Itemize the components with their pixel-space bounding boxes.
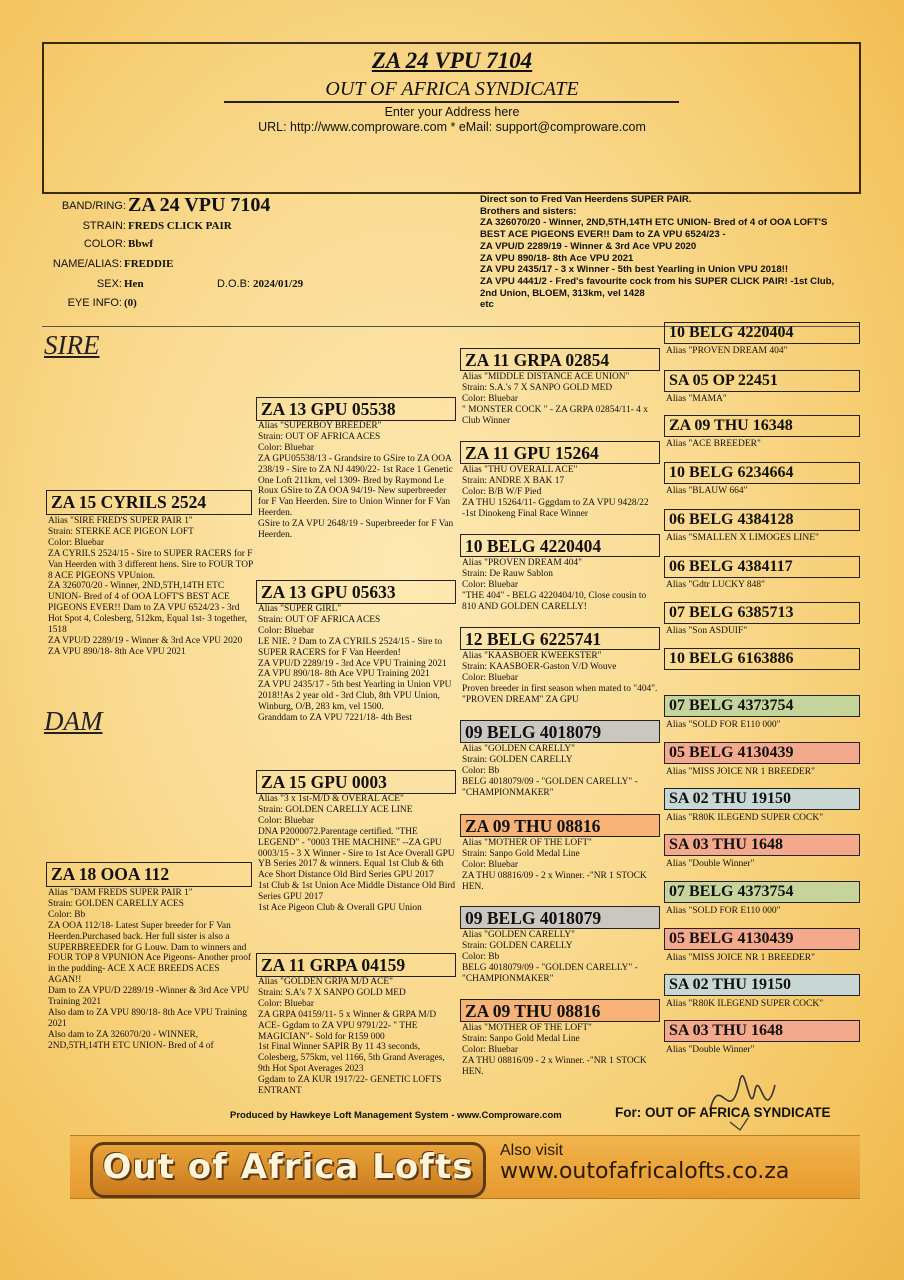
gen4-alias: Alias "MISS JOICE NR 1 BREEDER" (666, 953, 815, 963)
eye-value: (0) (124, 297, 137, 309)
gen4-alias: Alias "MISS JOICE NR 1 BREEDER" (666, 767, 815, 777)
note-line: ZA VPU 2435/17 - 3 x Winner - 5th best Yearling in Union VPU 2018!! (480, 264, 789, 276)
gen4-alias: Alias "SMALLEN X LIMOGES LINE" (666, 533, 819, 543)
dam-heading: DAM (44, 706, 103, 736)
gen4-alias: Alias "Double Winner" (666, 1045, 755, 1055)
sire-details: Alias "SIRE FRED'S SUPER PAIR 1" Strain: STERKE ACE PIGEON LOFT Color: Bluebar ZA CYRILS 2524/15 - Sire to SUPER RACERS for F Van Heerden with 3 different hens. Sire to FOUR TOP 8 ACE PIGEONS VPUnion. ZA 326070/20 - Winner, 2ND,5TH,14TH ETC UNION- Bred of 4 of OOA LOFT'S BEST ACE PIGEONS EVER!! Dam to ZA VPU 6524/23 - 3rd Hot Spot 4, Colesberg, 512km, Equal 1st- 3 together, 1518 ZA VPU/D 2289/19 - Winner & 3rd Ace VPU 2020 ZA VPU 890/18- 8th Ace VPU 2021 (48, 516, 253, 657)
gen4-band: 05 BELG 4130439 (664, 742, 860, 764)
lofts-logo-text: Out of Africa Lofts (102, 1147, 474, 1187)
for-syndicate: For: OUT OF AFRICA SYNDICATE (615, 1105, 831, 1120)
gen2-details: Alias "GOLDEN GRPA M/D ACE" Strain: S.A's 7 X SANPO GOLD MED Color: Bluebar ZA GRPA 04159/11- 5 x Winner & GRPA M/D ACE- Ggdam to ZA VPU 9791/22- " THE MAGICIAN"- Sold for R159 000 1st Final Winner SAPIR By 11 43 seconds, Colesberg, 575km, vel 1166, 5th Grand Averages, 9th Hot Spot Averages 2023 Ggdam to ZA KUR 1917/22- GENETIC LOFTS ENTRANT (258, 977, 445, 1097)
gen3-details: Alias "GOLDEN CARELLY" Strain: GOLDEN CARELLY Color: Bb BELG 4018079/09 - "GOLDEN CARELLY" - "CHAMPIONMAKER" (462, 744, 638, 798)
gen3-details: Alias "MOTHER OF THE LOFT" Strain: Sanpo Gold Medal Line Color: Bluebar ZA THU 08816/09 - 2 x Winner. -"NR 1 STOCK HEN. (462, 838, 647, 892)
website-link[interactable]: www.outofafricalofts.co.za (500, 1159, 790, 1184)
band-number: ZA 24 VPU 7104 (128, 194, 271, 216)
bird-notes (480, 194, 840, 311)
dob-value: 2024/01/29 (253, 278, 304, 290)
color-label: COLOR: (83, 238, 126, 250)
gen2-band: ZA 11 GRPA 04159 (256, 953, 456, 977)
eye-label: EYE INFO: (67, 297, 122, 309)
gen4-band: 07 BELG 6385713 (664, 602, 860, 624)
dam-band: ZA 18 OOA 112 (46, 862, 252, 887)
gen2-band: ZA 15 GPU 0003 (256, 770, 456, 794)
gen3-band: ZA 09 THU 08816 (460, 814, 660, 837)
gen4-alias: Alias "Son ASDUIF" (666, 626, 748, 636)
pedigree-title: ZA 24 VPU 7104 (371, 48, 533, 73)
sex-value: Hen (124, 278, 144, 290)
note-line: ZA VPU 890/18- 8th Ace VPU 2021 (480, 252, 634, 264)
gen3-band: 09 BELG 4018079 (460, 906, 660, 929)
gen4-band: 05 BELG 4130439 (664, 928, 860, 950)
gen2-band: ZA 13 GPU 05633 (256, 580, 456, 604)
gen4-band: 07 BELG 4373754 (664, 881, 860, 903)
gen2-details: Alias "3 x 1st-M/D & OVERAL ACE" Strain: GOLDEN CARELLY ACE LINE Color: Bluebar DNA P2000072.Parentage certified. "THE LEGEND" - "0003 THE MACHINE" --ZA GPU 0003/15 - 3 X Winner - Sire to 1st Ace Overall GPU YB Series 2017 & winners. Equal 1st Club & 6th Ace Short Distance Old Bird Series GPU 2017 1st Club & 1st Union Ace Middle Distance Old Bird Series GPU 2017 1st Ace Pigeon Club & Overall GPU Union (258, 794, 456, 914)
gen4-band: SA 03 THU 1648 (664, 834, 860, 856)
gen3-band: 10 BELG 4220404 (460, 534, 660, 557)
gen4-band: 07 BELG 4373754 (664, 695, 860, 717)
gen3-band: 09 BELG 4018079 (460, 720, 660, 743)
gen4-band: SA 02 THU 19150 (664, 788, 860, 810)
gen4-band: 06 BELG 4384117 (664, 556, 860, 578)
gen4-band: SA 05 OP 22451 (664, 370, 860, 392)
gen4-alias: Alias "Double Winner" (666, 859, 755, 869)
gen3-band: ZA 09 THU 08816 (460, 999, 660, 1022)
note-line: ZA 326070/20 - Winner, 2ND,5TH,14TH ETC UNION- Bred of 4 of OOA LOFT'S BEST ACE PIGEONS EVER!! Dam to ZA VPU 6524/23 - (480, 217, 828, 241)
gen4-band: 10 BELG 4220404 (664, 322, 860, 344)
url-line: URL: http://www.comproware.com * eMail: support@comproware.com (258, 120, 646, 134)
alias-value: FREDDIE (124, 258, 174, 270)
gen2-details: Alias "SUPER GIRL" Strain: OUT OF AFRICA ACES Color: Bluebar LE NIE. ? Dam to ZA CYRILS 2524/15 - Sire to SUPER RACERS for F Van Heerden! ZA VPU/D 2289/19 - 3rd Ace VPU Training 2021 ZA VPU 890/18- 8th Ace VPU Training 2021 ZA VPU 2435/17 - 5th best Yearling in Union VPU 2018!!As 2 year old - 3rd Club, 8th VPU Union, Winburg, O/B, 283 km, vel 1500. Granddam to ZA VPU 7221/18- 4th Best (258, 604, 452, 724)
gen4-alias: Alias "Gdtr LUCKY 848" (666, 580, 765, 590)
gen4-alias: Alias "ACE BREEDER" (666, 439, 761, 449)
note-line: Direct son to Fred Van Heerdens SUPER PAIR. (480, 194, 692, 205)
gen4-band: SA 03 THU 1648 (664, 1020, 860, 1042)
sex-label: SEX: (96, 278, 122, 290)
dob-label: D.O.B: (216, 278, 250, 290)
gen4-alias: Alias "R80K ILEGEND SUPER COCK" (666, 999, 824, 1009)
lofts-logo (90, 1142, 486, 1198)
gen4-band: ZA 09 THU 16348 (664, 415, 860, 437)
gen2-band: ZA 13 GPU 05538 (256, 397, 456, 421)
note-line: Brothers and sisters: (480, 205, 577, 217)
note-line: ZA VPU/D 2289/19 - Winner & 3rd Ace VPU 2020 (480, 240, 697, 252)
color-value: Bbwf (128, 238, 154, 250)
gen3-details: Alias "MOTHER OF THE LOFT" Strain: Sanpo Gold Medal Line Color: Bluebar ZA THU 08816/09 - 2 x Winner. -"NR 1 STOCK HEN. (462, 1023, 647, 1077)
gen3-band: 12 BELG 6225741 (460, 627, 660, 650)
gen2-details: Alias "SUPERBOY BREEDER" Strain: OUT OF AFRICA ACES Color: Bluebar ZA GPU05538/13 - Grandsire to GSire to ZA OOA 238/19 - Sire to ZA NJ 4490/22- 1st Race 1 Genetic One Loft 211km, vel 1309- Bred by Raymond Le Roux GSire to ZA OOA 94/19- New superbreeder for F Van Heerden. Sire to Union Winner for F Van Heerden. GSire to ZA VPU 2648/19 - Superbreeder for F Van Heerden. (258, 421, 454, 541)
alias-label: NAME/ALIAS: (52, 258, 122, 270)
signature (700, 1050, 790, 1140)
gen4-band: 10 BELG 6163886 (664, 648, 860, 670)
gen4-band: 10 BELG 6234664 (664, 462, 860, 484)
gen3-details: Alias "MIDDLE DISTANCE ACE UNION" Strain: S.A.'s 7 X SANPO GOLD MED Color: Bluebar " MONSTER COCK " - ZA GRPA 02854/11- 4 x Club Winner (462, 372, 648, 426)
gen3-band: ZA 11 GRPA 02854 (460, 348, 660, 371)
header-divider (224, 101, 679, 103)
gen3-band: ZA 11 GPU 15264 (460, 441, 660, 464)
gen4-alias: Alias "R80K ILEGEND SUPER COCK" (666, 813, 824, 823)
gen3-details: Alias "GOLDEN CARELLY" Strain: GOLDEN CARELLY Color: Bb BELG 4018079/09 - "GOLDEN CARELLY" - "CHAMPIONMAKER" (462, 930, 638, 984)
dam-details: Alias "DAM FREDS SUPER PAIR 1" Strain: GOLDEN CARELLY ACES Color: Bb ZA OOA 112/18- Latest Super breeder for F Van Heerden.Purchased back. Her full sister is also a SUPERBREEDER for G Louw. Dam to winners and FOUR TOP 8 VPUNION Ace Pigeons- Another proof in the pudding- ACE X ACE BREEDS ACES AGAN!! Dam to ZA VPU/D 2289/19 -Winner & 3rd Ace VPU Training 2021 Also dam to ZA VPU 890/18- 8th Ace VPU Training 2021 Also dam to ZA 326070/20 - WINNER, 2ND,5TH,14TH ETC UNION- Bred of 4 of (48, 888, 252, 1051)
note-line: ZA VPU 4441/2 - Fred's favourite cock from his SUPER CLICK PAIR! -1st Club, 2nd Union, BLOEM, 313km, vel 1428 (480, 275, 835, 299)
gen4-alias: Alias "BLAUW 664" (666, 486, 748, 496)
strain-label: STRAIN: (82, 220, 126, 232)
gen4-alias: Alias "MAMA" (666, 394, 727, 404)
strain-value: FREDS CLICK PAIR (128, 220, 232, 232)
gen4-alias: Alias "SOLD FOR E110 000" (666, 720, 781, 730)
gen3-details: Alias "THU OVERALL ACE" Strain: ANDRE X BAK 17 Color: B/B W/F Pied ZA THU 15264/11- Gggdam to ZA VPU 9428/22 -1st Dinokeng Final Race Winner (462, 465, 649, 519)
gen3-details: Alias "PROVEN DREAM 404" Strain: De Rauw Sablon Color: Bluebar "THE 404" - BELG 4220404/10, Close cousin to 810 AND GOLDEN CARELLY! (462, 558, 647, 612)
address-line: Enter your Address here (384, 105, 520, 119)
band-label: BAND/RING: (61, 200, 126, 212)
gen4-band: SA 02 THU 19150 (664, 974, 860, 996)
gen4-alias: Alias "PROVEN DREAM 404" (666, 346, 788, 356)
note-line: etc (480, 299, 494, 311)
gen4-alias: Alias "SOLD FOR E110 000" (666, 906, 781, 916)
syndicate-name: OUT OF AFRICA SYNDICATE (325, 78, 579, 100)
also-visit: Also visit (500, 1142, 564, 1159)
sire-heading: SIRE (44, 330, 100, 360)
produced-by: Produced by Hawkeye Loft Management System - www.Comproware.com (230, 1110, 562, 1121)
sire-band: ZA 15 CYRILS 2524 (46, 490, 252, 515)
gen4-band: 06 BELG 4384128 (664, 509, 860, 531)
gen3-details: Alias "KAASBOER KWEEKSTER" Strain: KAASBOER-Gaston V/D Wouve Color: Bluebar Proven breeder in first season when mated to "404". "PROVEN DREAM" ZA GPU (462, 651, 658, 705)
